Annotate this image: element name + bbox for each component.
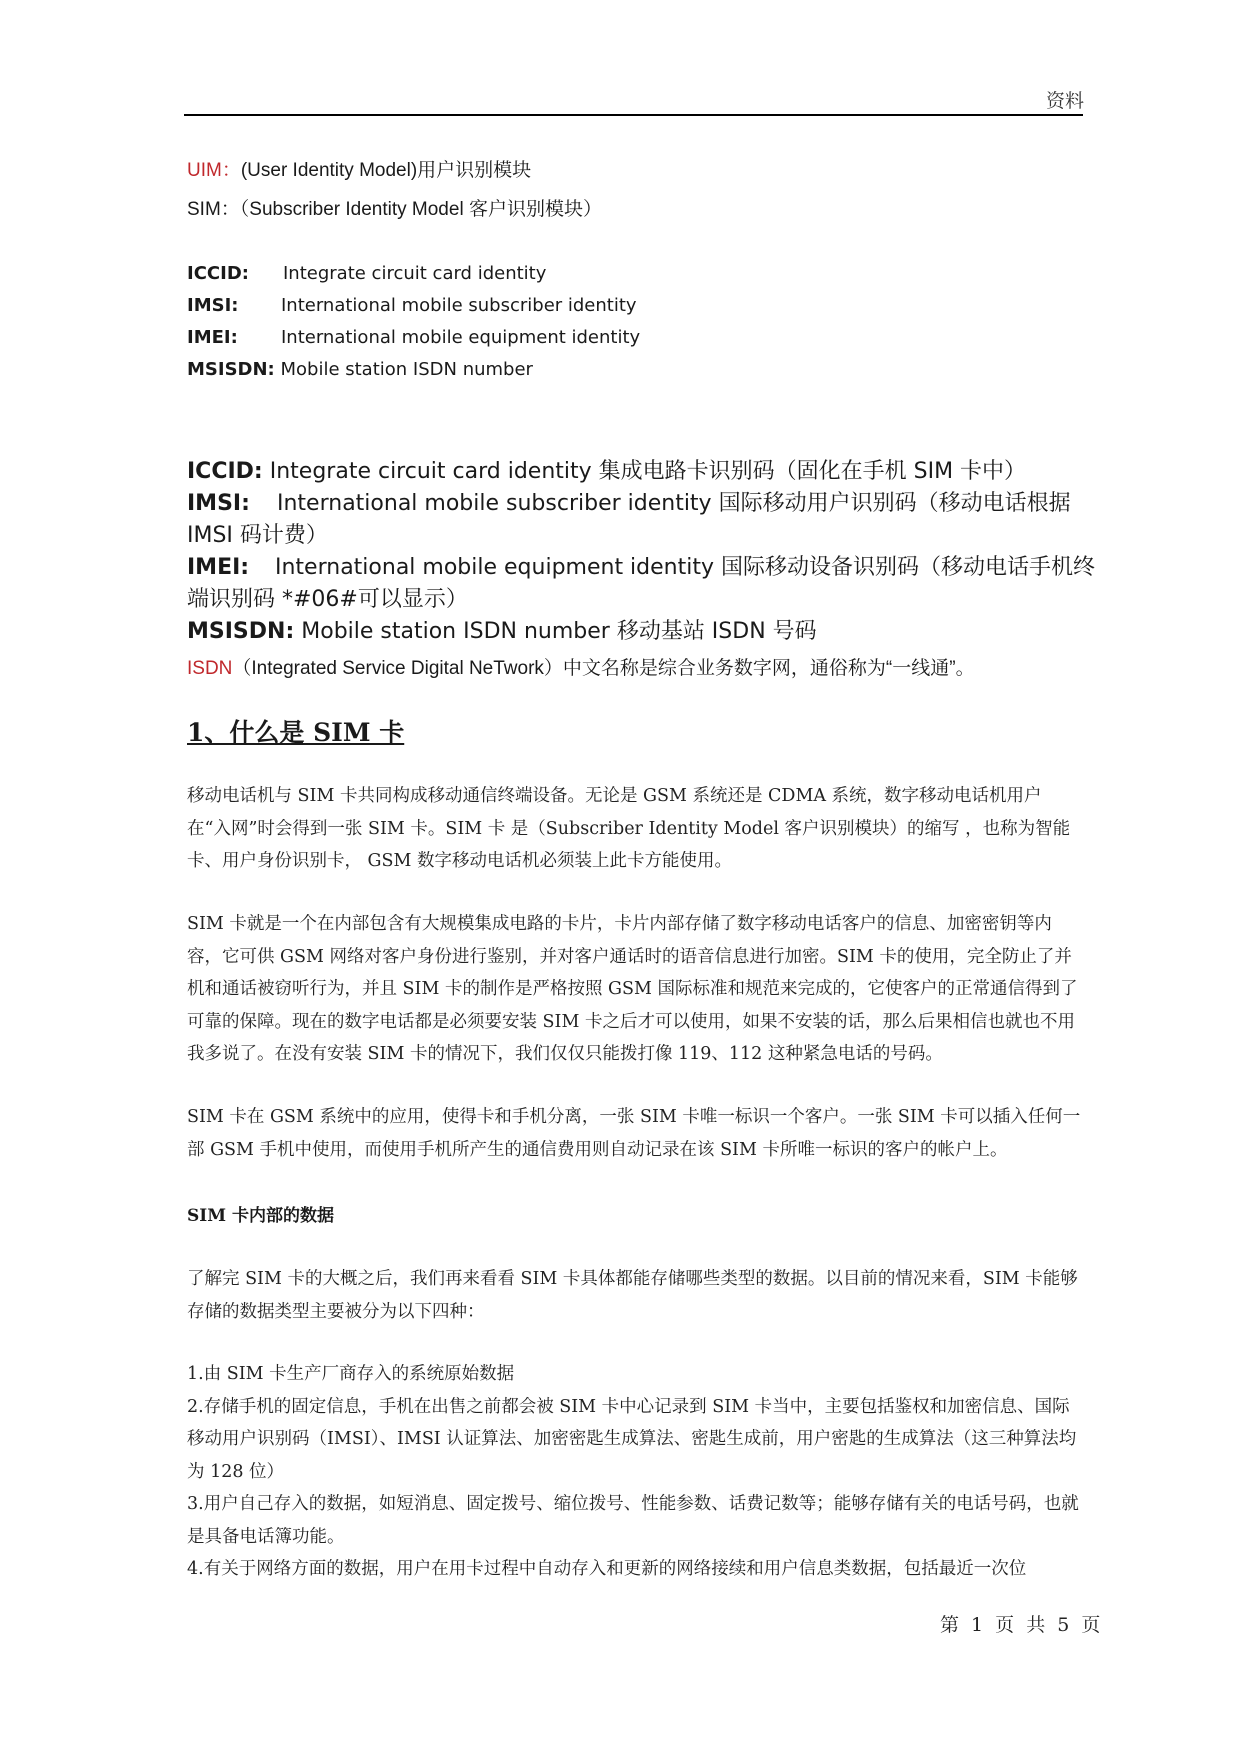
- short-def-iccid: [187, 263, 546, 284]
- sim-line: [187, 194, 602, 221]
- header-divider: [184, 114, 1083, 116]
- paragraph-text: SIM 卡就是一个在内部包含有大规模集成电路的卡片，卡片内部存储了数字移动电话客户的信息、加密密钥等内容，它可供 GSM 网络对客户身份进行鉴别，并对客户通话时的语音信息进行加密。SIM 卡的使用，完全防止了并机和通话被窃听行为，并且 SIM 卡的制作是严格按照 GSM 国际标准和规范来完成的，它使客户的正常通信得到了可靠的保障。现在的数字电话都是必须要安装 SIM 卡之后才可以使用，如果不安装的话，那么后果相信也就也不用我多说了。在没有安装 SIM 卡的情况下，我们仅仅只能拨打像 119、112 这种紧急电话的号码。: [187, 914, 1078, 1064]
- long-def-term: MSISDN:: [187, 619, 295, 644]
- short-def-term: IMEI:: [187, 327, 238, 348]
- list-item: 3.用户自己存入的数据，如短消息、固定拨号、缩位拨号、性能参数、话费记数等；能够存储有关的电话号码，也就是具备电话簿功能。: [187, 1494, 1079, 1547]
- uim-line: [187, 155, 531, 182]
- paragraph-text: 移动电话机与 SIM 卡共同构成移动通信终端设备。无论是 GSM 系统还是 CDMA 系统，数字移动电话机用户在“入网”时会得到一张 SIM 卡。SIM 卡 是（Subscriber Identity Model 客户识别模块）的缩写 ，也称为智能卡、用户身份识别卡， GSM 数字移动电话机必须装上此卡方能使用。: [187, 786, 1071, 871]
- list-item: 4.有关于网络方面的数据，用户在用卡过程中自动存入和更新的网络接续和用户信息类数据，包括最近一次位: [187, 1559, 1027, 1579]
- paragraph: [187, 780, 1082, 878]
- long-def-imsi-cont: IMSI 码计费）: [187, 523, 328, 548]
- list-item: 2.存储手机的固定信息，手机在出售之前都会被 SIM 卡中心记录到 SIM 卡当中，主要包括鉴权和加密信息、国际移动用户识别码（IMSI）、IMSI 认证算法、加密密匙生成算法、密匙生成前，用户密匙的生成算法（这三种算法均为 128 位）: [187, 1396, 1077, 1482]
- section-title: 1、什么是 SIM 卡: [187, 718, 405, 747]
- long-def-term: IMSI:: [187, 491, 250, 516]
- short-def-text: International mobile equipment identity: [281, 327, 641, 348]
- short-def-imsi: [187, 295, 637, 316]
- short-def-msisdn: [187, 359, 533, 380]
- header-label: 资料: [1046, 90, 1085, 112]
- long-def-text: Integrate circuit card identity 集成电路卡识别码（固化在手机 SIM 卡中）: [269, 459, 1027, 484]
- sim-text: （Subscriber Identity Model 客户识别模块）: [239, 199, 602, 220]
- long-def-text: International mobile subscriber identity 国际移动用户识别码（移动电话根据: [277, 491, 1071, 516]
- isdn-term: ISDN: [187, 658, 233, 679]
- isdn-text: （Integrated Service Digital NeTwork）中文名称是综合业务数字网，通俗称为“一线通”。: [232, 658, 975, 679]
- sim-term: SIM：: [187, 199, 240, 220]
- subheading: SIM 卡内部的数据: [187, 1206, 334, 1226]
- long-def-imei: [187, 550, 1095, 581]
- uim-term: UIM：: [187, 160, 241, 181]
- long-def-term: IMEI:: [187, 555, 250, 580]
- long-def-text: Mobile station ISDN number 移动基站 ISDN 号码: [301, 619, 817, 644]
- paragraph-text: 了解完 SIM 卡的大概之后，我们再来看看 SIM 卡具体都能存储哪些类型的数据。以目前的情况来看，SIM 卡能够存储的数据类型主要被分为以下四种：: [187, 1269, 1078, 1322]
- paragraph-text: SIM 卡在 GSM 系统中的应用，使得卡和手机分离，一张 SIM 卡唯一标识一个客户。一张 SIM 卡可以插入任何一部 GSM 手机中使用，而使用手机所产生的通信费用则自动记录在该 SIM 卡所唯一标识的客户的帐户上。: [187, 1107, 1081, 1160]
- isdn-line: [187, 653, 975, 680]
- long-def-text: International mobile equipment identity 国际移动设备识别码（移动电话手机终: [275, 555, 1095, 580]
- long-def-msisdn: [187, 614, 817, 645]
- long-def-term: ICCID:: [187, 459, 263, 484]
- list-item: 1.由 SIM 卡生产厂商存入的系统原始数据: [187, 1364, 515, 1384]
- paragraph: [187, 1263, 1082, 1328]
- long-def-imei-cont: 端识别码 *#06#可以显示）: [187, 587, 468, 612]
- short-def-text: Integrate circuit card identity: [283, 263, 547, 284]
- page-footer: 第 1 页 共 5 页: [940, 1614, 1101, 1636]
- short-def-text: International mobile subscriber identity: [281, 295, 637, 316]
- uim-text: (User Identity Model)用户识别模块: [240, 160, 532, 181]
- data-list: [187, 1358, 1082, 1586]
- long-def-imsi: [187, 486, 1071, 517]
- short-def-imei: [187, 327, 640, 348]
- long-def-iccid: [187, 454, 1026, 485]
- paragraph: [187, 908, 1082, 1071]
- short-def-text: Mobile station ISDN number: [280, 359, 533, 380]
- short-def-term: ICCID:: [187, 263, 249, 284]
- short-def-term: MSISDN:: [187, 359, 275, 380]
- paragraph: [187, 1101, 1082, 1166]
- short-def-term: IMSI:: [187, 295, 239, 316]
